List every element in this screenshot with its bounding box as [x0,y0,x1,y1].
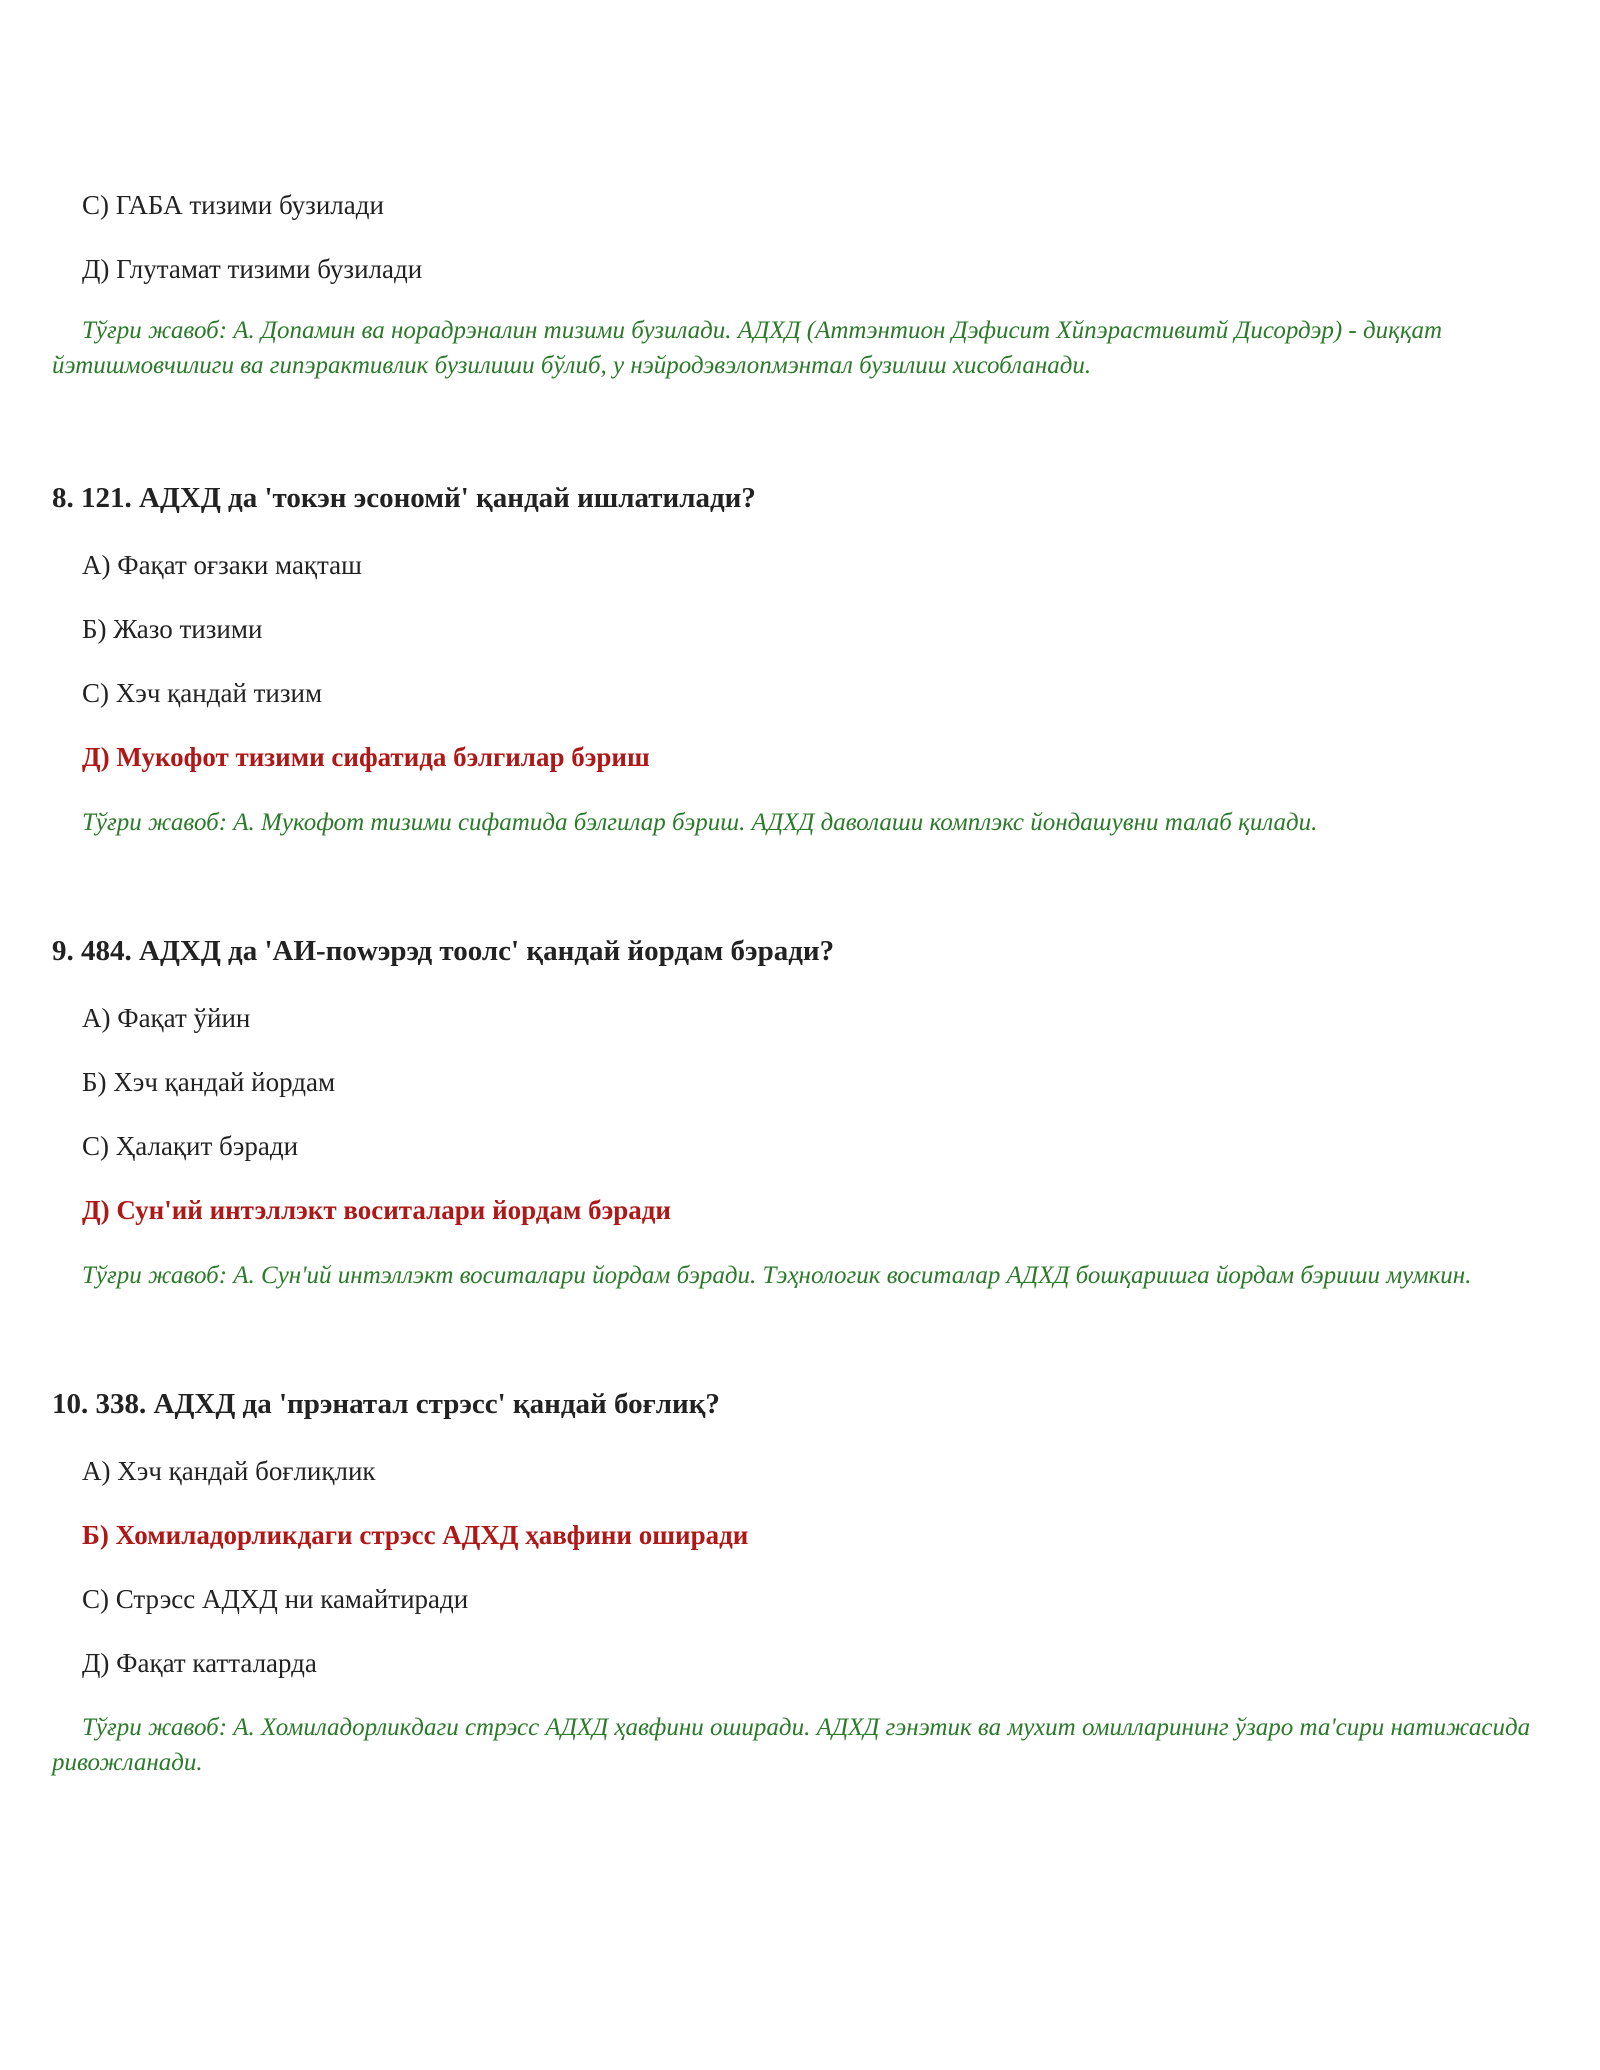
q10-title: 10. 338. АДХД да 'прэнатал стрэсс' қандай боғлиқ? [52,1388,720,1420]
q10-option-d: Д) Фақат катталарда [82,1648,317,1678]
q10-option-c: С) Стрэсс АДХД ни камайтиради [82,1584,469,1614]
q9-option-b: Б) Хэч қандай йордам [82,1067,336,1097]
q8-title: 8. 121. АДХД да 'токэн эсономй' қандай ишлатилади? [52,482,756,514]
q10-explanation: Тўғри жавоб: A. Хомиладорликдаги стрэсс АДХД ҳавфини оширади. АДХД гэнэтик ва мухит омилларининг ўзаро та'сири натижасида ривожланади. [52,1714,1531,1776]
q9-option-d-correct: Д) Сун'ий интэллэкт воситалари йордам бэради [82,1195,671,1225]
q9-option-a: А) Фақат ўйин [82,1003,251,1033]
q7-option-d: Д) Глутамат тизими бузилади [82,254,423,284]
q9-option-c: С) Ҳалақит бэради [82,1131,299,1161]
q8-option-b: Б) Жазо тизими [82,614,263,644]
q8-explanation: Тўғри жавоб: A. Мукофот тизими сифатида бэлгилар бэриш. АДХД даволаши комплэкс йондашувни талаб қилади. [82,809,1318,836]
q10-option-b-correct: Б) Хомиладорликдаги стрэсс АДХД ҳавфини оширади [82,1520,749,1550]
q7-explanation: Тўғри жавоб: A. Допамин ва норадрэналин тизими бузилади. АДХД (Аттэнтион Дэфисит Хйпэрастивитй Дисордэр) - диққат йэтишмовчилиги ва гипэрактивлик бузилиши бўлиб, у нэйродэвэлопмэнтал бузилиш хисобланади. [52,317,1443,379]
q8-option-c: С) Хэч қандай тизим [82,678,323,708]
q8-option-d-correct: Д) Мукофот тизими сифатида бэлгилар бэриш [82,742,650,772]
q7-option-c: С) ГАБА тизими бузилади [82,190,384,220]
q10-option-a: А) Хэч қандай боғлиқлик [82,1456,376,1486]
q9-explanation: Тўғри жавоб: A. Сун'ий интэллэкт воситалари йордам бэради. Тэҳнологик воситалар АДХД бошқаришга йордам бэриши мумкин. [82,1262,1472,1289]
q9-title: 9. 484. АДХД да 'АИ-поwэрэд тоолс' қандай йордам бэради? [52,935,835,967]
q8-option-a: А) Фақат оғзаки мақташ [82,550,362,580]
